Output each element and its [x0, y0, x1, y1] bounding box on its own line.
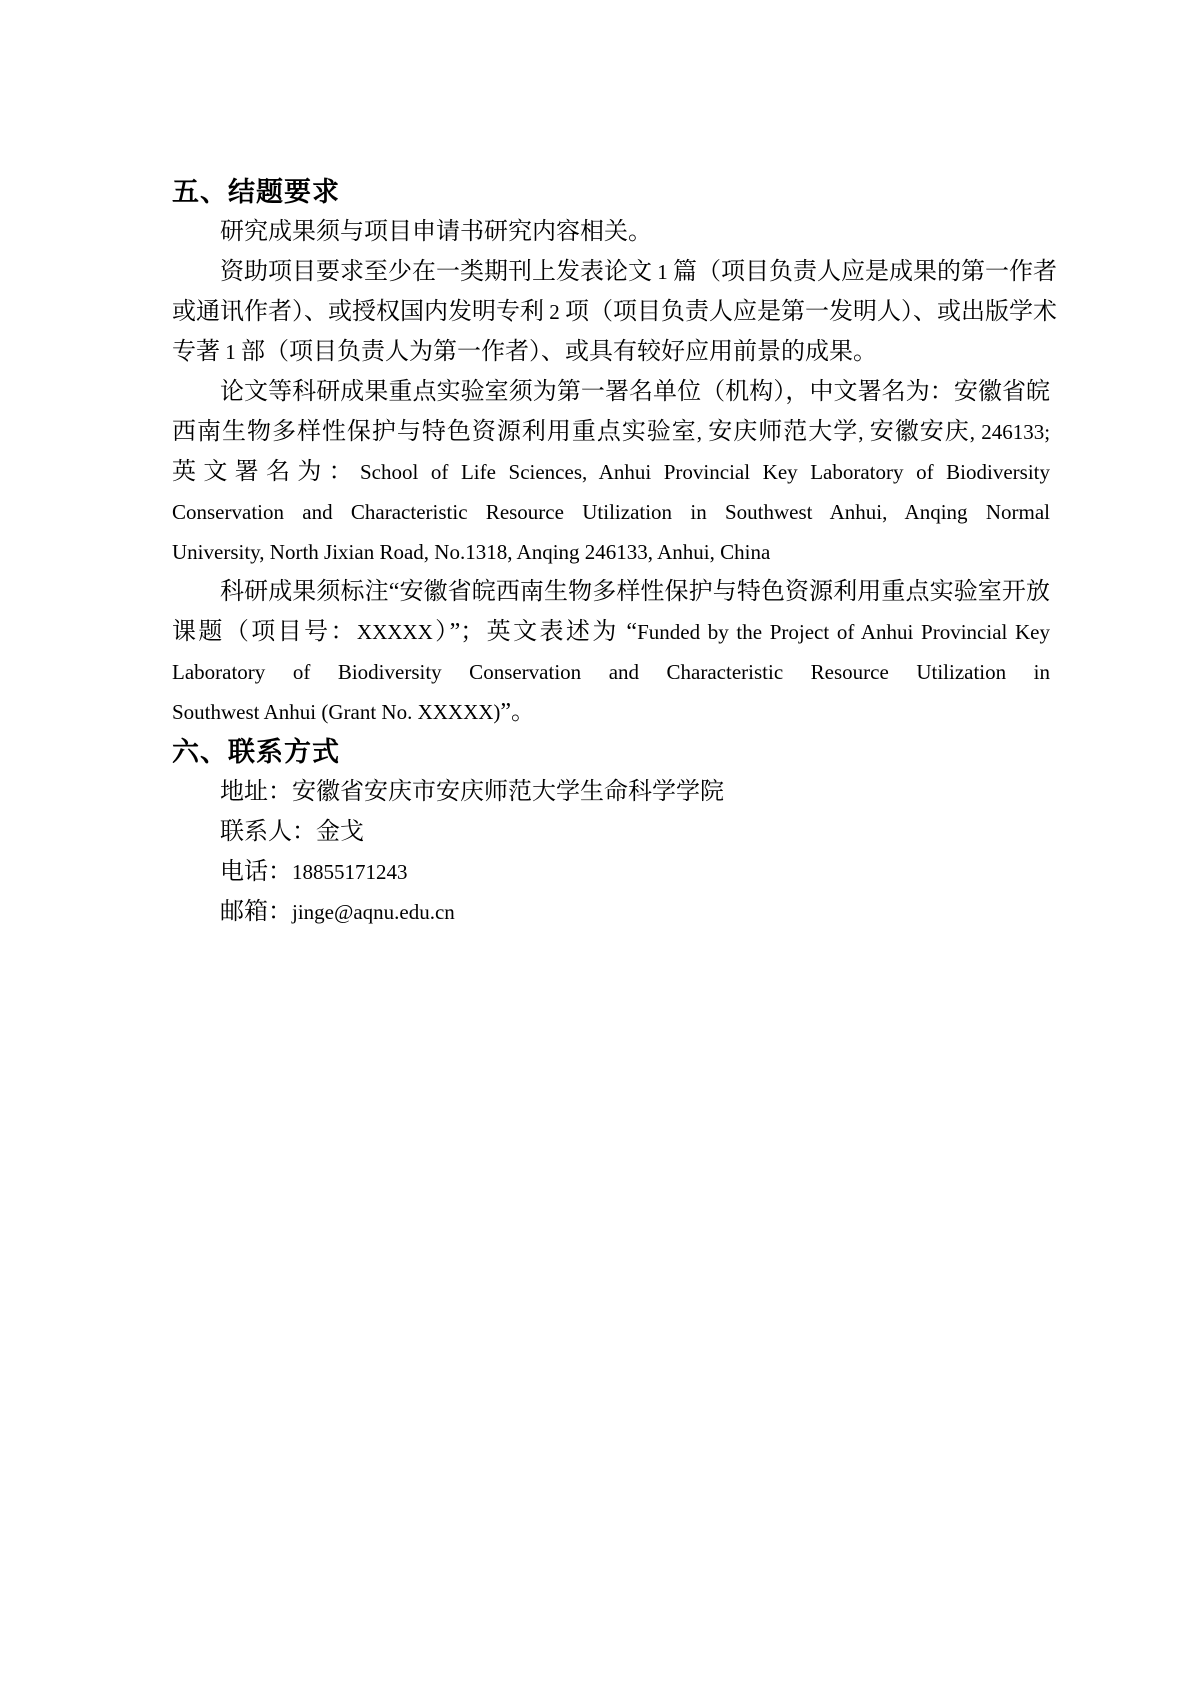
latin-text: jinge@aqnu.edu.cn	[292, 900, 455, 924]
acknowledgement-line-1: 科研成果须标注“安徽省皖西南生物多样性保护与特色资源利用重点实验室开放	[220, 579, 1050, 605]
research-relevance-line: 研究成果须与项目申请书研究内容相关。	[220, 219, 652, 245]
contact-address-line: 地址：安徽省安庆市安庆师范大学生命科学学院	[220, 779, 724, 805]
signature-cn-line-2: 西南生物多样性保护与特色资源利用重点实验室, 安庆师范大学, 安徽安庆, 246133;	[172, 419, 1051, 445]
latin-text: 18855171243	[292, 860, 408, 884]
signature-en-line-2	[172, 492, 1050, 532]
latin-text: School of Life Sciences, Anhui Provincial Key Laboratory of Biodiversity	[359, 460, 1050, 484]
contact-person-line: 联系人：金戈	[220, 819, 364, 845]
latin-text: XXXXX	[356, 620, 433, 644]
acknowledgement-line-3	[172, 652, 1050, 692]
latin-text: 1	[220, 340, 241, 364]
latin-text: University, North Jixian Road, No.1318, Anqing 246133, Anhui, China	[172, 540, 771, 564]
latin-text: ,	[858, 420, 870, 444]
contact-phone-line: 电话：18855171243	[220, 859, 408, 885]
acknowledgement-line-2: 课题（项目号：XXXXX）”；英文表述为 “Funded by the Project of Anhui Provincial Key	[172, 619, 1051, 645]
heading-section-6: 六、联系方式	[172, 737, 340, 767]
contact-email-line: 邮箱：jinge@aqnu.edu.cn	[220, 899, 455, 925]
signature-en-line-1: 英文署名为：School of Life Sciences, Anhui Provincial Key Laboratory of Biodiversity	[172, 459, 1050, 485]
signature-cn-line-1: 论文等科研成果重点实验室须为第一署名单位（机构），中文署名为：安徽省皖	[220, 379, 1050, 405]
funding-requirement-line-2: 或通讯作者）、或授权国内发明专利 2 项（项目负责人应是第一发明人）、或出版学术	[172, 299, 1057, 325]
latin-text: 2	[544, 300, 565, 324]
latin-text: Laboratory of Biodiversity Conservation and Characteristic Resource Utilization in	[172, 660, 1050, 684]
latin-text	[619, 620, 627, 644]
document-content	[172, 172, 1057, 932]
latin-text: Funded by the Project of Anhui Provincial Key	[637, 620, 1051, 644]
funding-requirement-line-1: 资助项目要求至少在一类期刊上发表论文 1 篇（项目负责人应是成果的第一作者	[220, 259, 1057, 285]
latin-text: Southwest Anhui (Grant No. XXXXX)	[172, 700, 501, 724]
latin-text: Conservation and Characteristic Resource Utilization in Southwest Anhui, Anqing Normal	[172, 500, 1050, 524]
latin-text: 1	[652, 260, 673, 284]
funding-requirement-line-3: 专著 1 部（项目负责人为第一作者）、或具有较好应用前景的成果。	[172, 339, 877, 365]
heading-section-5: 五、结题要求	[172, 177, 340, 207]
latin-text: ,	[696, 420, 709, 444]
acknowledgement-line-4: Southwest Anhui (Grant No. XXXXX)”。	[172, 699, 536, 725]
latin-text: , 246133;	[969, 420, 1051, 444]
signature-en-line-3	[172, 532, 1050, 572]
